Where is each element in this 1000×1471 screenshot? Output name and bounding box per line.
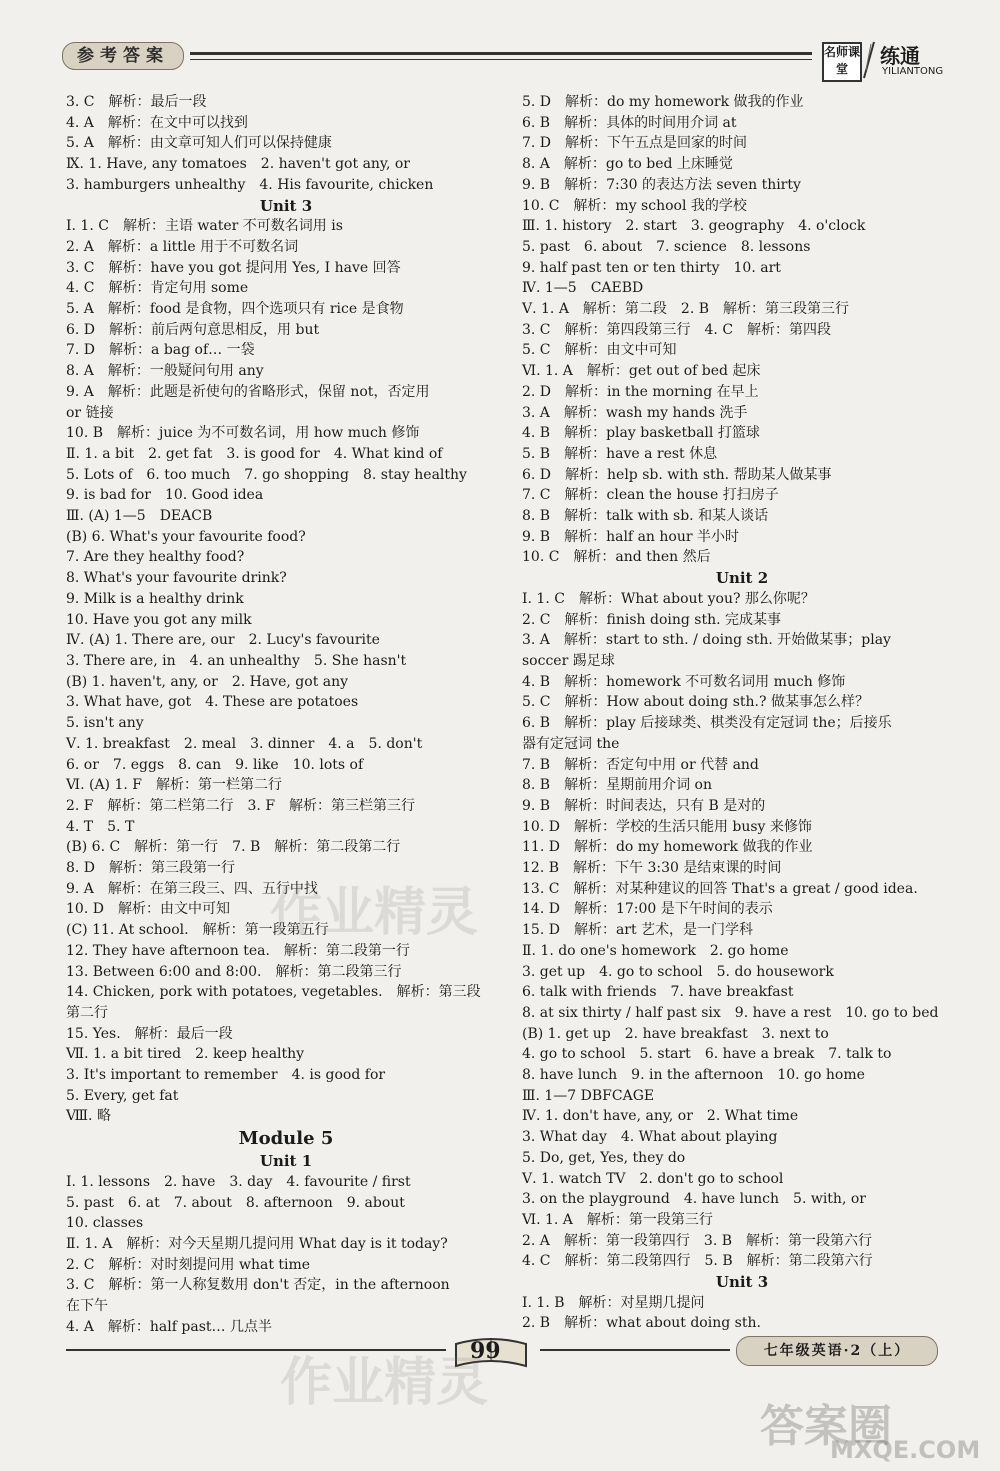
unit-heading: Unit 2 <box>715 569 769 588</box>
answer-line: 9. is bad for 10. Good idea <box>66 487 264 504</box>
answer-line: 2. C 解析：finish doing sth. 完成某事 <box>522 611 782 628</box>
answer-line: 3. It's important to remember 4. is good for <box>66 1067 386 1084</box>
answer-line: 4. A 解析：在文中可以找到 <box>66 114 248 131</box>
answer-line: 5. Lots of 6. too much 7. go shopping 8. stay healthy <box>66 466 467 483</box>
answer-line: (B) 6. C 解析：第一行 7. B 解析：第二段第二行 <box>66 839 401 856</box>
watermark: 作业精灵 <box>270 883 479 943</box>
answer-line: 3. C 解析：第一人称复数用 don't 否定，in the afternoon <box>66 1277 450 1294</box>
answer-line: 15. D 解析：art 艺术，是一门学科 <box>522 922 754 939</box>
answer-line: 6. B 解析：play 后接球类、棋类没有定冠词 the；后接乐 <box>522 715 892 732</box>
answer-line: Ⅲ. 1—7 DBFCAGE <box>522 1087 655 1104</box>
answer-line: Ⅲ. (A) 1—5 DEACB <box>66 508 213 525</box>
answer-line: 4. T 5. T <box>66 818 135 835</box>
left-column <box>66 92 506 1337</box>
watermark: 作业精灵 <box>280 1353 489 1413</box>
answer-line: 5. B 解析：have a rest 休息 <box>522 445 718 462</box>
answer-line: 4. B 解析：homework 不可数名词用 much 修饰 <box>522 673 846 690</box>
answer-line: 14. D 解析：17:00 是下午时间的表示 <box>522 901 773 918</box>
answer-line: 7. Are they healthy food? <box>66 549 245 566</box>
header-rule <box>190 52 812 55</box>
answer-line: Ⅱ. 1. a bit 2. get fat 3. is good for 4. What kind of <box>66 445 443 462</box>
answer-line: 12. They have afternoon tea. 解析：第二段第一行 <box>66 942 410 959</box>
answer-line: 14. Chicken, pork with potatoes, vegetables. 解析：第三段 <box>66 984 481 1001</box>
answer-line: Ⅴ. 1. watch TV 2. don't go to school <box>522 1170 784 1187</box>
answer-line: 6. D 解析：help sb. with sth. 帮助某人做某事 <box>522 466 832 483</box>
answer-line: Ⅴ. 1. breakfast 2. meal 3. dinner 4. a 5. don't <box>66 735 423 752</box>
answer-line: Ⅰ. 1. C 解析：主语 water 不可数名词用 is <box>66 218 343 235</box>
answer-line: Ⅳ. 1—5 CAEBD <box>522 280 644 297</box>
answer-line: 5. past 6. about 7. science 8. lessons <box>522 238 811 255</box>
answer-line: (B) 1. haven't, any, or 2. Have, got any <box>66 673 349 690</box>
book-title-badge: 七年级英语·2（上） <box>736 1336 938 1366</box>
header-rule-thin <box>190 59 812 60</box>
publisher-logo <box>822 40 952 80</box>
answer-line: 9. A 解析：在第三段三、四、五行中找 <box>66 880 318 897</box>
watermark: MXQE.COM <box>830 1436 981 1464</box>
logo-title: 练通 <box>880 44 920 68</box>
answer-key-badge: 参考答案 <box>62 42 184 70</box>
answer-line: 5. C 解析：How about doing sth.? 做某事怎么样？ <box>522 694 869 711</box>
logo-box: 名师课堂 <box>822 42 862 82</box>
answer-line: 9. B 解析：时间表达，只有 B 是对的 <box>522 797 766 814</box>
page-number: 99 <box>470 1338 501 1364</box>
answer-line: 4. C 解析：肯定句用 some <box>66 280 249 297</box>
answer-line: (C) 11. At school. 解析：第一段第五行 <box>66 922 329 939</box>
answer-line: 8. D 解析：第三段第一行 <box>66 860 236 877</box>
answer-line: 2. A 解析：a little 用于不可数名词 <box>66 238 299 255</box>
answer-line: 8. A 解析：一般疑问句用 any <box>66 363 264 380</box>
answer-line: 9. B 解析：half an hour 半小时 <box>522 528 739 545</box>
answer-line: 第二行 <box>66 1004 108 1021</box>
answer-line: 3. What have, got 4. These are potatoes <box>66 694 359 711</box>
answer-line: 器有定冠词 the <box>522 735 620 752</box>
answer-line: 3. get up 4. go to school 5. do housework <box>522 963 834 980</box>
answer-line: 2. A 解析：第一段第四行 3. B 解析：第一段第六行 <box>522 1232 873 1249</box>
answer-line: 10. C 解析：and then 然后 <box>522 549 711 566</box>
answer-line: Ⅳ. 1. don't have, any, or 2. What time <box>522 1108 799 1125</box>
answer-line: Ⅸ. 1. Have, any tomatoes 2. haven't got any, or <box>66 156 410 173</box>
answer-line: Ⅲ. 1. history 2. start 3. geography 4. o'clock <box>522 218 866 235</box>
answer-line: 3. A 解析：wash my hands 洗手 <box>522 404 748 421</box>
answer-line: 3. C 解析：第四段第三行 4. C 解析：第四段 <box>522 321 832 338</box>
answer-line: Ⅵ. 1. A 解析：第一段第三行 <box>522 1211 713 1228</box>
answer-line: 3. There are, in 4. an unhealthy 5. She hasn't <box>66 652 407 669</box>
answer-line: 13. Between 6:00 and 8:00. 解析：第二段第三行 <box>66 963 402 980</box>
answer-line: 9. B 解析：7:30 的表达方法 seven thirty <box>522 176 801 193</box>
answer-line: 2. D 解析：in the morning 在早上 <box>522 383 759 400</box>
answer-line: 10. Have you got any milk <box>66 611 252 628</box>
answer-line: Ⅶ. 1. a bit tired 2. keep healthy <box>66 1046 305 1063</box>
answer-line: 10. C 解析：my school 我的学校 <box>522 197 747 214</box>
answer-line: 8. B 解析：星期前用介词 on <box>522 777 712 794</box>
answer-line: or 链接 <box>66 404 114 421</box>
answer-line: (B) 1. get up 2. have breakfast 3. next to <box>522 1025 829 1042</box>
answer-line: 8. B 解析：talk with sb. 和某人谈话 <box>522 508 769 525</box>
answer-line: 3. on the playground 4. have lunch 5. with, or <box>522 1191 866 1208</box>
answer-line: 4. go to school 5. start 6. have a break 7. talk to <box>522 1046 892 1063</box>
answer-line: 7. D 解析：下午五点是回家的时间 <box>522 135 748 152</box>
right-column <box>522 92 962 1334</box>
answer-line: Ⅱ. 1. do one's homework 2. go home <box>522 942 789 959</box>
answer-line: 13. C 解析：对某种建议的回答 That's a great / good idea. <box>522 880 918 897</box>
page-header <box>62 38 952 82</box>
answer-line: 2. B 解析：what about doing sth. <box>522 1315 761 1332</box>
answer-line: 10. D 解析：由文中可知 <box>66 901 230 918</box>
answer-line: 5. A 解析：由文章可知人们可以保持健康 <box>66 135 332 152</box>
answer-line: 9. Milk is a healthy drink <box>66 590 244 607</box>
answer-line: soccer 踢足球 <box>522 652 615 669</box>
answer-line: 6. D 解析：前后两句意思相反，用 but <box>66 321 320 338</box>
answer-line: Ⅰ. 1. B 解析：对星期几提问 <box>522 1294 705 1311</box>
answer-line: 3. C 解析：have you got 提问用 Yes, I have 回答 <box>66 259 401 276</box>
answer-line: 8. have lunch 9. in the afternoon 10. go home <box>522 1067 865 1084</box>
answer-line: 12. B 解析：下午 3:30 是结束课的时间 <box>522 860 782 877</box>
answer-line: 10. B 解析：juice 为不可数名词，用 how much 修饰 <box>66 425 420 442</box>
answer-line: 2. C 解析：对时刻提问用 what time <box>66 1256 311 1273</box>
footer-rule-right <box>540 1349 730 1351</box>
answer-line: 5. D 解析：do my homework 做我的作业 <box>522 94 804 110</box>
unit-heading: Unit 3 <box>259 196 313 215</box>
unit-heading: Unit 3 <box>715 1273 769 1292</box>
answer-line: Ⅵ. 1. A 解析：get out of bed 起床 <box>522 363 761 380</box>
answer-line: 4. A 解析：half past… 几点半 <box>66 1318 272 1335</box>
answer-line: Ⅱ. 1. A 解析：对今天星期几提问用 What day is it today? <box>66 1235 448 1252</box>
answer-line: 10. classes <box>66 1215 144 1232</box>
answer-line: 7. D 解析：a bag of… 一袋 <box>66 342 255 359</box>
pen-icon <box>862 40 876 80</box>
answer-line: 在下午 <box>66 1298 108 1315</box>
module-heading: Module 5 <box>238 1128 334 1150</box>
logo-subtitle: YILIANTONG <box>882 66 944 77</box>
answer-line: 8. at six thirty / half past six 9. have a rest 10. go to bed <box>522 1004 939 1021</box>
answer-line: 10. D 解析：学校的生活只能用 busy 来修饰 <box>522 818 812 835</box>
answer-line: Ⅵ. (A) 1. F 解析：第一栏第二行 <box>66 777 282 794</box>
answer-line: 8. A 解析：go to bed 上床睡觉 <box>522 156 733 173</box>
answer-line: 2. F 解析：第二栏第二行 3. F 解析：第三栏第三行 <box>66 797 416 814</box>
answer-line: 5. Do, get, Yes, they do <box>522 1149 686 1166</box>
answer-line: 4. B 解析：play basketball 打篮球 <box>522 425 760 442</box>
answer-line: 15. Yes. 解析：最后一段 <box>66 1025 233 1042</box>
answer-line: 3. hamburgers unhealthy 4. His favourite, chicken <box>66 176 434 193</box>
answer-line: 9. A 解析：此题是祈使句的省略形式，保留 not，否定用 <box>66 383 430 400</box>
answer-line: 3. A 解析：start to sth. / doing sth. 开始做某事；play <box>522 632 891 649</box>
answer-line: 5. C 解析：由文中可知 <box>522 342 677 359</box>
answer-line: 7. B 解析：否定句中用 or 代替 and <box>522 756 759 773</box>
answer-line: 9. half past ten or ten thirty 10. art <box>522 259 781 276</box>
answer-line: 5. past 6. at 7. about 8. afternoon 9. about <box>66 1194 405 1211</box>
answer-line: 5. Every, get fat <box>66 1087 179 1104</box>
answer-line: 5. isn't any <box>66 715 144 732</box>
answer-line: 5. A 解析：food 是食物，四个选项只有 rice 是食物 <box>66 301 404 318</box>
answer-line: Ⅳ. (A) 1. There are, our 2. Lucy's favourite <box>66 632 380 649</box>
answer-line: 11. D 解析：do my homework 做我的作业 <box>522 839 813 856</box>
answer-line: Ⅷ. 略 <box>66 1108 111 1125</box>
answer-line: 6. talk with friends 7. have breakfast <box>522 984 794 1001</box>
answer-line: 3. C 解析：最后一段 <box>66 94 207 110</box>
watermark: 答案圈 <box>760 1401 892 1452</box>
answer-line: 6. B 解析：具体的时间用介词 at <box>522 114 737 131</box>
answer-line: Ⅰ. 1. lessons 2. have 3. day 4. favourite / first <box>66 1173 411 1190</box>
answer-line: 7. C 解析：clean the house 打扫房子 <box>522 487 779 504</box>
answer-line: 4. C 解析：第二段第四行 5. B 解析：第二段第六行 <box>522 1253 873 1270</box>
answer-line: Ⅴ. 1. A 解析：第二段 2. B 解析：第三段第三行 <box>522 301 850 318</box>
answer-line: Ⅰ. 1. C 解析：What about you? 那么你呢？ <box>522 590 815 607</box>
unit-heading: Unit 1 <box>259 1152 313 1171</box>
answer-line: 3. What day 4. What about playing <box>522 1129 778 1146</box>
answer-line: 6. or 7. eggs 8. can 9. like 10. lots of <box>66 756 364 773</box>
answer-line: 8. What's your favourite drink? <box>66 570 287 587</box>
answer-line: (B) 6. What's your favourite food? <box>66 528 306 545</box>
